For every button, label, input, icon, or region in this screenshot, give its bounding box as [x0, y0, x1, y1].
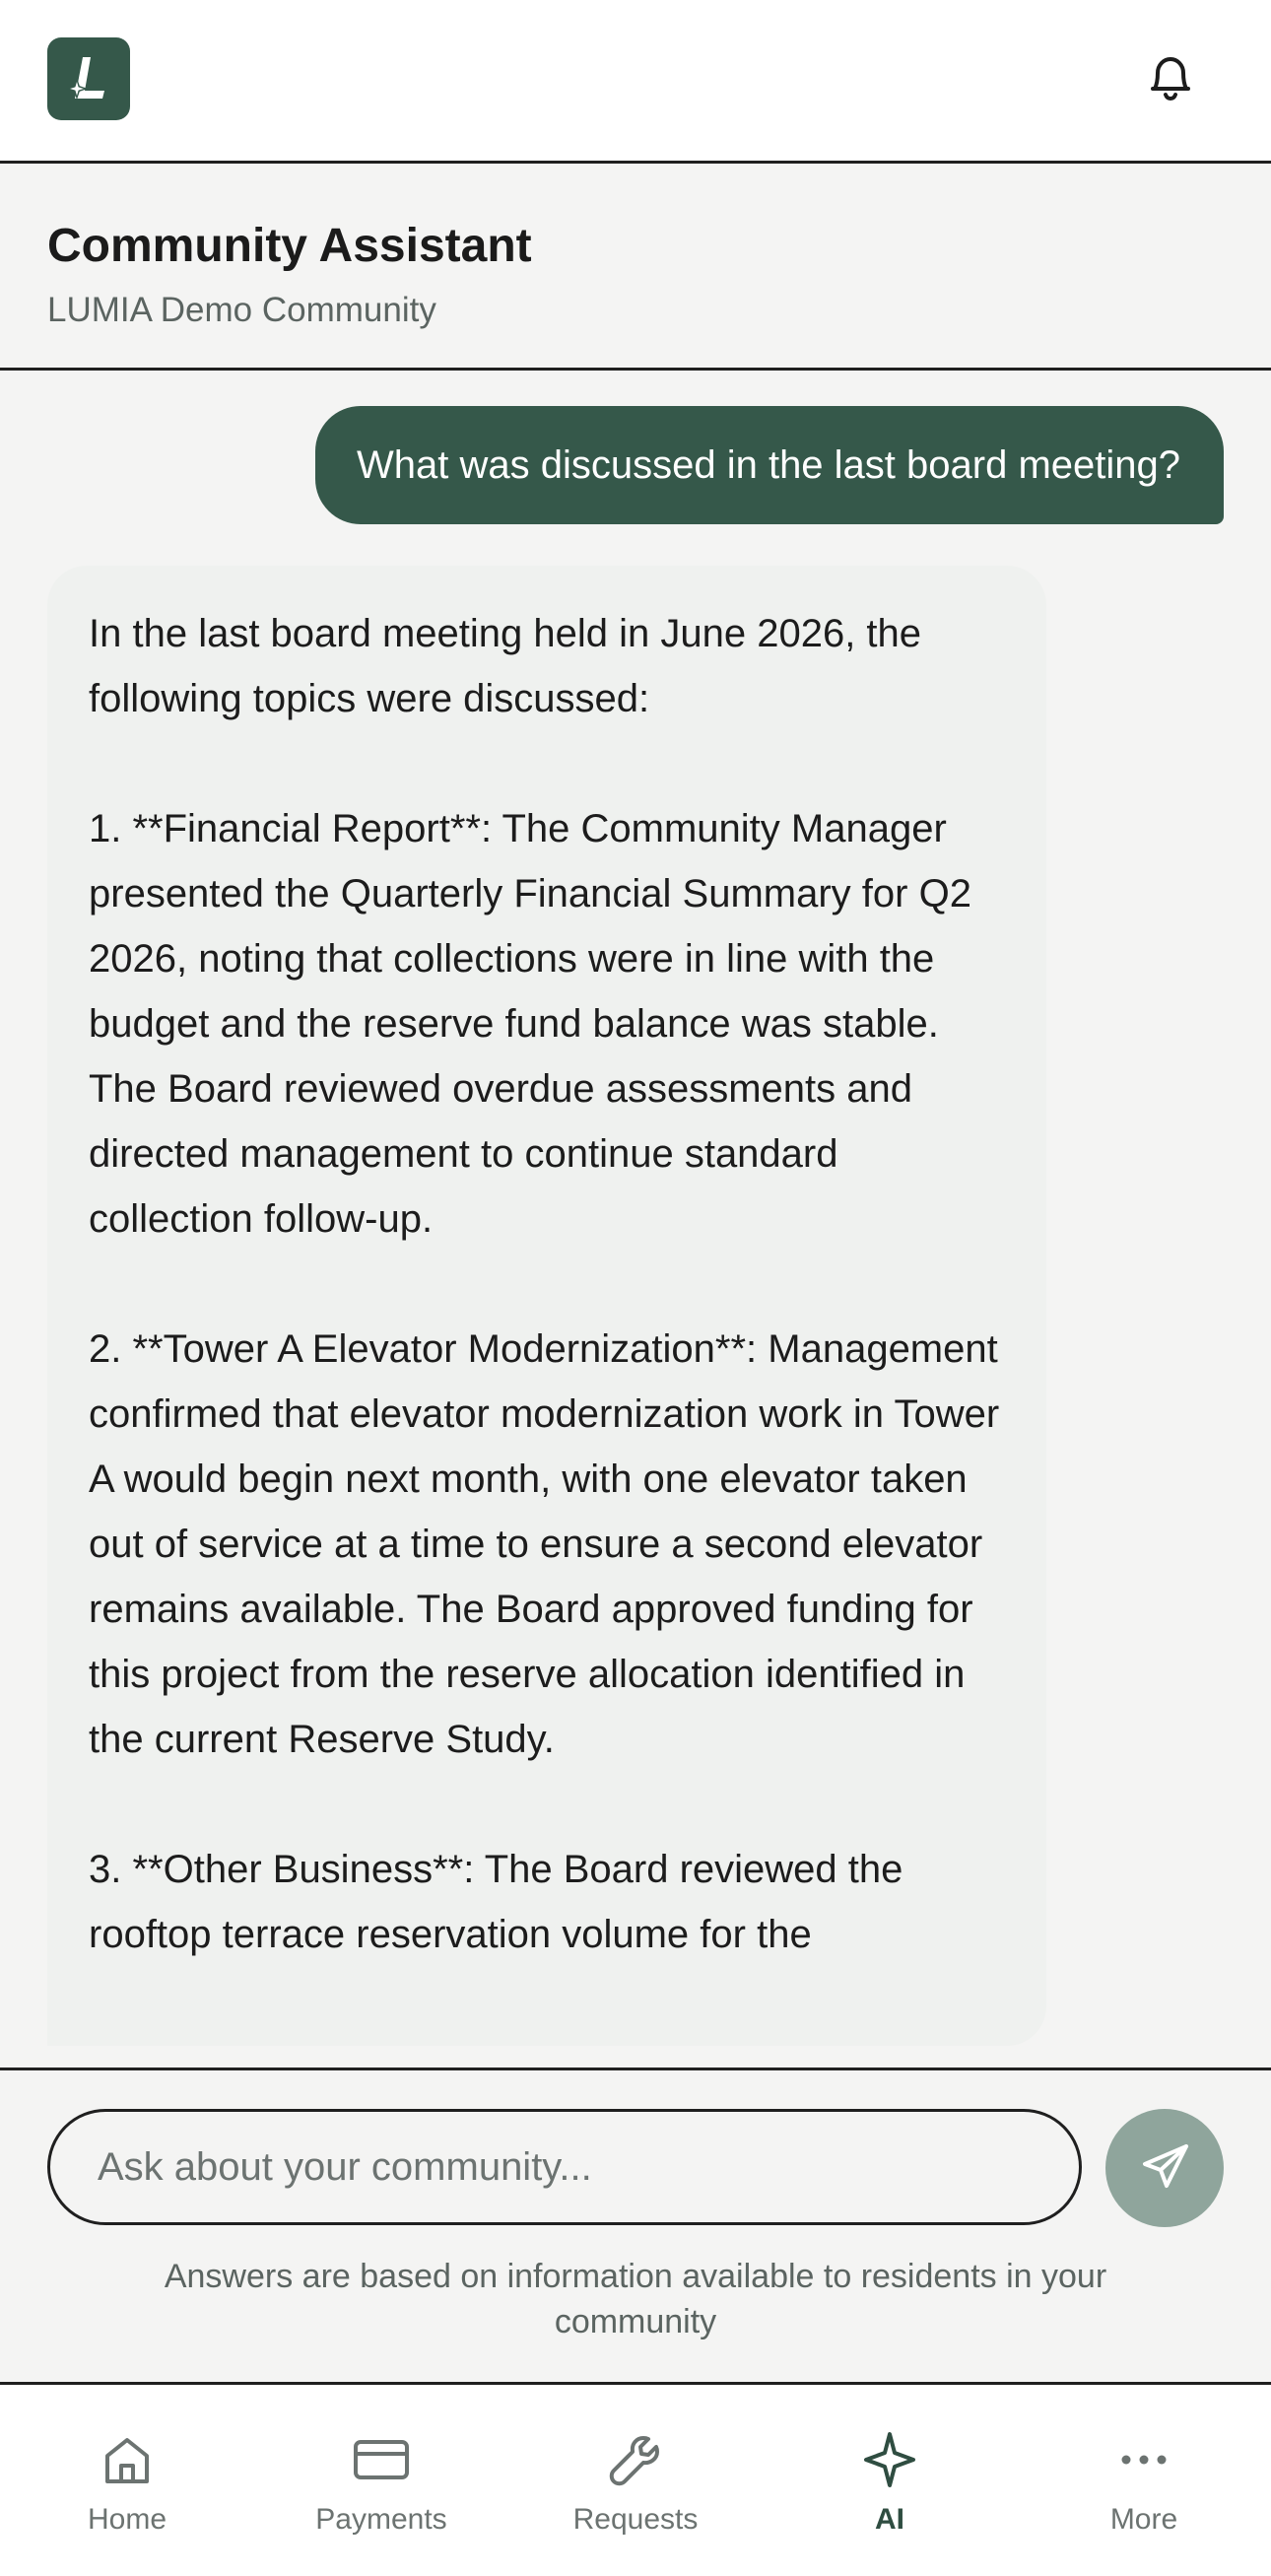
chat-header	[0, 164, 1271, 371]
nav-label-payments: Payments	[315, 2503, 447, 2536]
user-message-bubble: What was discussed in the last board meeting?	[315, 406, 1224, 524]
nav-item-more[interactable]	[1017, 2385, 1271, 2576]
message-input[interactable]	[47, 2109, 1082, 2225]
nav-label-home: Home	[87, 2503, 167, 2536]
nav-label-requests: Requests	[572, 2503, 699, 2536]
home-icon	[96, 2428, 159, 2491]
wrench-icon	[604, 2428, 667, 2491]
nav-item-home[interactable]	[0, 2385, 254, 2576]
nav-item-payments[interactable]	[254, 2385, 508, 2576]
answers-disclaimer: Answers are based on information available to residents in your community	[164, 2258, 1107, 2340]
send-icon[interactable]	[1105, 2109, 1224, 2227]
nav-label-ai: AI	[875, 2503, 904, 2536]
nav-item-ai[interactable]	[763, 2385, 1017, 2576]
page-title: Community Assistant	[47, 220, 532, 272]
message-composer	[0, 2068, 1271, 2385]
assistant-message-bubble: In the last board meeting held in June 2026, the following topics were discussed: 1. **Financial Report**: The Community Manager presented the Quarterly Financial Summary for Q2 2026, noting that collections were in line with the budget and the reserve fund balance was stable. The Board reviewed overdue assessments and directed management to continue standard collection follow-up. 2. **Tower A Elevator Modernization**: Management confirmed that elevator modernization work in Tower A would begin next month, with one elevator taken out of service at a time to ensure a second elevator remains available. The Board approved funding for this project from the reserve allocation identified in the current Reserve Study. 3. **Other Business**: The Board reviewed the rooftop terrace reservation volume for the	[47, 566, 1046, 2046]
bottom-navigation	[0, 2385, 1271, 2576]
lumia-logo-icon[interactable]	[47, 37, 130, 120]
community-name: LUMIA Demo Community	[47, 290, 436, 329]
credit-card-icon	[350, 2428, 413, 2491]
bell-icon[interactable]	[1139, 45, 1202, 108]
chat-thread[interactable]	[0, 371, 1271, 2068]
sparkle-icon	[858, 2428, 921, 2491]
nav-item-requests[interactable]	[508, 2385, 763, 2576]
top-app-bar	[0, 0, 1271, 164]
nav-label-more: More	[1109, 2503, 1178, 2536]
more-dots-icon	[1112, 2428, 1175, 2491]
